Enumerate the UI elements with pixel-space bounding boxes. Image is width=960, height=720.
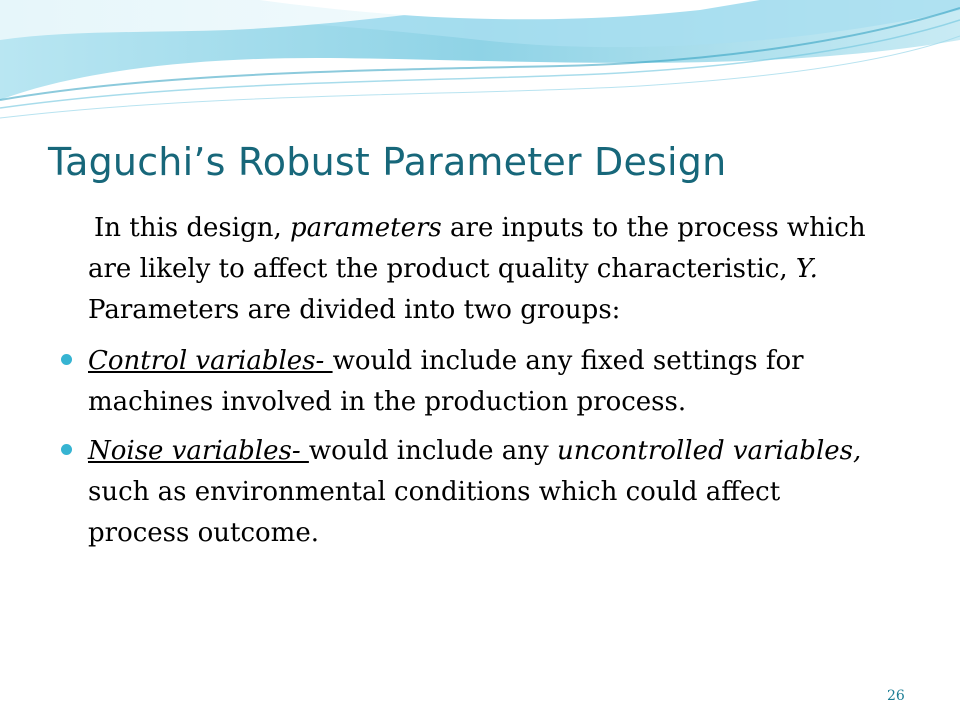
intro-paragraph — [88, 208, 888, 331]
header-wave-decoration — [0, 0, 960, 140]
page-number: 26 — [887, 688, 905, 704]
bullet-control-variables — [88, 341, 888, 423]
intro-text-3: Parameters are divided into two groups: — [88, 295, 621, 325]
intro-term-parameters: parameters — [290, 213, 442, 243]
bullet-term-control: Control variables- — [88, 346, 333, 376]
bullet-text-noise-1: would include any — [308, 436, 557, 466]
bullet-text-noise-2: such as environmental conditions which could affect process outcome. — [88, 477, 781, 548]
bullet-dot-icon — [61, 444, 72, 455]
slide-title: Taguchi’s Robust Parameter Design — [48, 140, 727, 184]
intro-term-y: Y. — [795, 254, 818, 284]
bullet-dot-icon — [61, 354, 72, 365]
bullet-term-uncontrolled: uncontrolled variables, — [556, 436, 862, 466]
intro-text-1: In this design, — [94, 213, 291, 243]
intro-text-2: are inputs to the process which are likely to affect the product quality characteristic, — [88, 213, 866, 284]
bullet-term-noise: Noise variables- — [88, 436, 309, 466]
slide-body — [88, 208, 888, 562]
bullet-text-control: would include any fixed settings for machines involved in the production process. — [88, 346, 804, 417]
bullet-noise-variables — [88, 431, 888, 554]
